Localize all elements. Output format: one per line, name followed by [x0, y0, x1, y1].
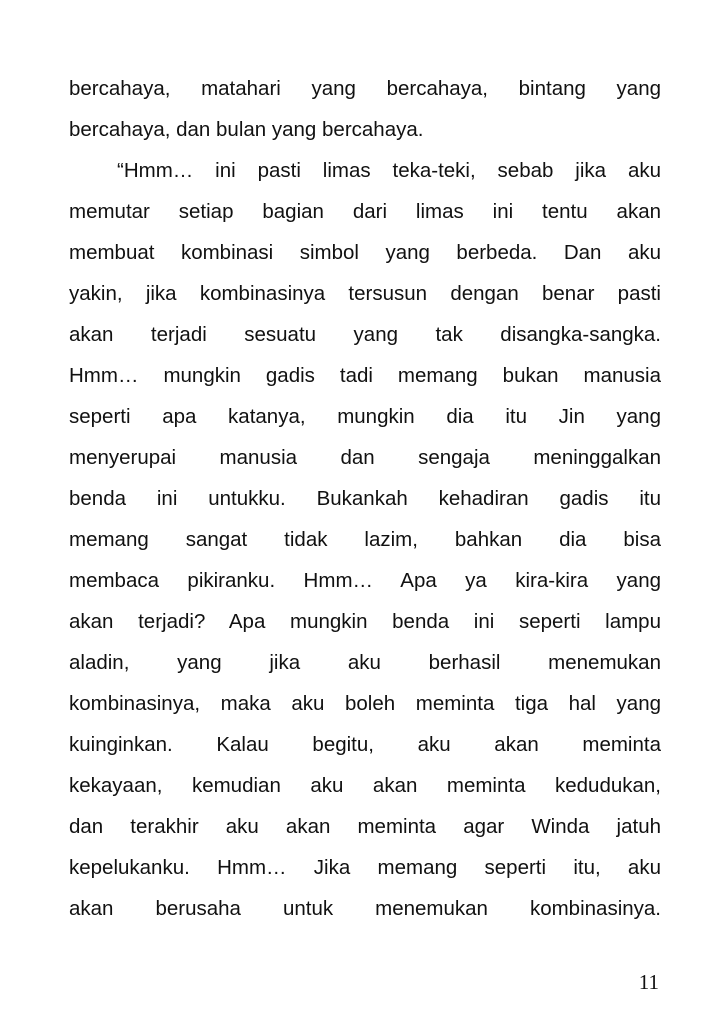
text-line: menyerupai manusia dan sengaja meninggalkan [69, 446, 661, 469]
text-line: “Hmm… ini pasti limas teka-teki, sebab jika aku [117, 159, 661, 182]
text-line: memutar setiap bagian dari limas ini tentu akan [69, 200, 661, 223]
text-line: kuinginkan. Kalau begitu, aku akan meminta [69, 733, 661, 756]
text-line: akan terjadi sesuatu yang tak disangka-sangka. [69, 323, 661, 346]
text-line: akan terjadi? Apa mungkin benda ini seperti lampu [69, 610, 661, 633]
text-line: yakin, jika kombinasinya tersusun dengan benar pasti [69, 282, 661, 305]
text-line: aladin, yang jika aku berhasil menemukan [69, 651, 661, 674]
text-line: Hmm… mungkin gadis tadi memang bukan manusia [69, 364, 661, 387]
text-line: membaca pikiranku. Hmm… Apa ya kira-kira yang [69, 569, 661, 592]
text-line: kepelukanku. Hmm… Jika memang seperti itu, aku [69, 856, 661, 879]
text-line: memang sangat tidak lazim, bahkan dia bisa [69, 528, 661, 551]
text-line: bercahaya, matahari yang bercahaya, bintang yang [69, 77, 661, 100]
text-line: benda ini untukku. Bukankah kehadiran gadis itu [69, 487, 661, 510]
text-line: kekayaan, kemudian aku akan meminta kedudukan, [69, 774, 661, 797]
page-number: 11 [638, 970, 659, 994]
text-line: kombinasinya, maka aku boleh meminta tiga hal yang [69, 692, 661, 715]
text-line: membuat kombinasi simbol yang berbeda. Dan aku [69, 241, 661, 264]
body-text [69, 68, 661, 929]
text-line: dan terakhir aku akan meminta agar Winda jatuh [69, 815, 661, 838]
text-line: bercahaya, dan bulan yang bercahaya. [69, 118, 424, 141]
text-line: seperti apa katanya, mungkin dia itu Jin yang [69, 405, 661, 428]
text-line: akan berusaha untuk menemukan kombinasinya. [69, 897, 661, 920]
